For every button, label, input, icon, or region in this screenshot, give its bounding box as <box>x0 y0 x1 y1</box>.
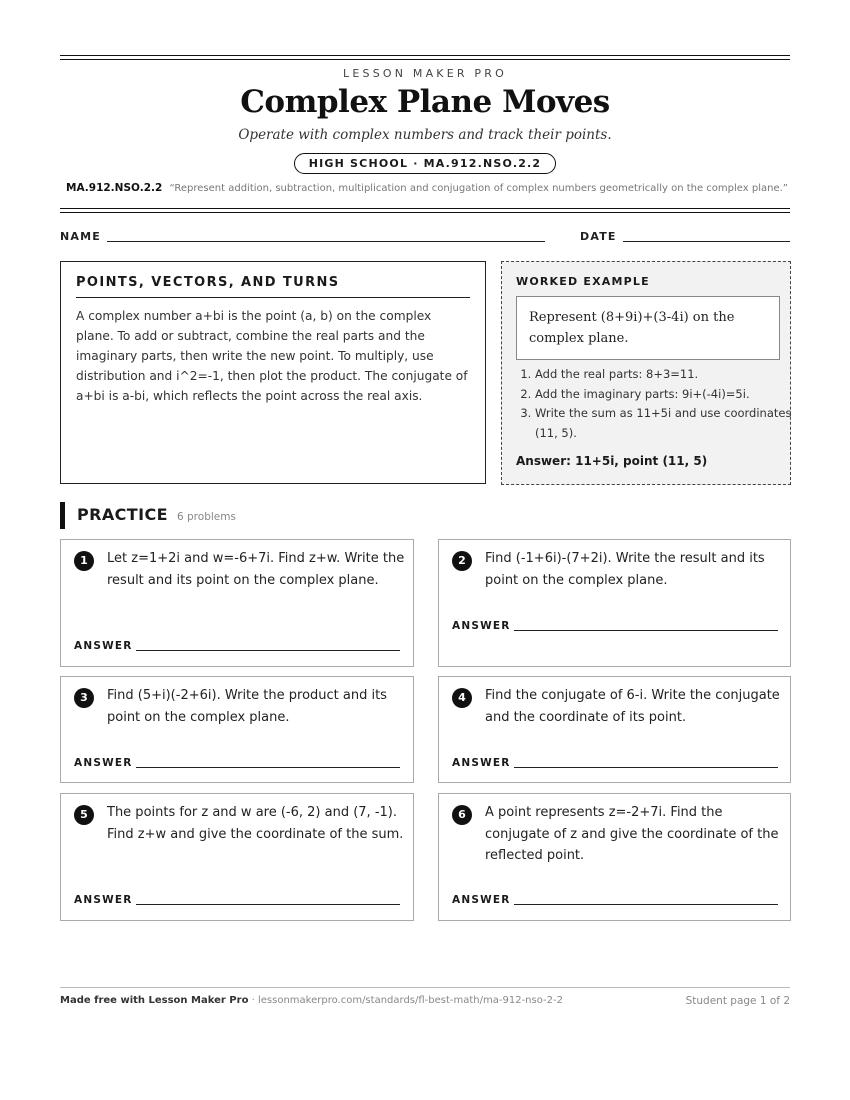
worked-example-step: 3. Write the sum as 11+5i and use coordinates (11, 5). <box>535 404 797 443</box>
page-title: Complex Plane Moves <box>240 84 610 120</box>
footer-url[interactable]: · lessonmakerpro.com/standards/fl-best-math/ma-912-nso-2-2 <box>248 995 563 1006</box>
answer-field-2[interactable] <box>514 630 778 631</box>
problem-number-badge: 4 <box>452 688 472 708</box>
footer-page-info: Student page 1 of 2 <box>685 995 790 1007</box>
date-field[interactable] <box>623 241 790 242</box>
worked-example-box <box>501 261 791 485</box>
practice-heading: PRACTICE <box>77 505 168 524</box>
answer-label: ANSWER <box>452 894 511 906</box>
level-badge: HIGH SCHOOL · MA.912.NSO.2.2 <box>294 153 557 174</box>
brand-name: LESSON MAKER PRO <box>343 67 507 80</box>
standard-statement <box>66 182 790 194</box>
concept-box <box>60 261 486 484</box>
problem-text: Find (5+i)(-2+6i). Write the product and its point on the complex plane. <box>107 688 387 725</box>
name-field[interactable] <box>107 241 545 242</box>
problem-card-6 <box>438 793 791 921</box>
footer-credit <box>60 995 563 1006</box>
problem-text: Find (-1+6i)-(7+2i). Write the result and its point on the complex plane. <box>485 551 765 588</box>
concept-heading-underline <box>76 297 470 298</box>
worked-example-problem: Represent (8+9i)+(3-4i) on the complex plane. <box>516 296 780 360</box>
problem-number-badge: 3 <box>74 688 94 708</box>
problem-card-4 <box>438 676 791 783</box>
worked-example-heading: WORKED EXAMPLE <box>516 275 650 288</box>
answer-label: ANSWER <box>74 894 133 906</box>
answer-field-3[interactable] <box>136 767 400 768</box>
concept-body: A complex number a+bi is the point (a, b) on the complex plane. To add or subtract, combine the real parts and the imaginary parts, then write the new point. To multiply, use distribution and i^2=-1, then plot the product. The conjugate of a+bi is a-bi, which reflects the point across the real axis. <box>76 309 468 403</box>
problem-text: The points for z and w are (-6, 2) and (7, -1). Find z+w and give the coordinate of the sum. <box>107 805 404 842</box>
problem-card-2 <box>438 539 791 667</box>
worked-example-step: 1. Add the real parts: 8+3=11. <box>535 365 797 385</box>
answer-field-4[interactable] <box>514 767 778 768</box>
worked-example-steps <box>516 365 797 443</box>
header-bottom-rule <box>60 208 790 213</box>
answer-label: ANSWER <box>452 620 511 632</box>
standard-text: “Represent addition, subtraction, multiplication and conjugation of complex numbers geometrically on the complex plane.” <box>169 183 788 194</box>
footer-made-with: Made free with Lesson Maker Pro <box>60 995 249 1006</box>
problem-number-badge: 2 <box>452 551 472 571</box>
answer-field-1[interactable] <box>136 650 400 651</box>
name-date-row <box>60 230 790 244</box>
answer-label: ANSWER <box>74 757 133 769</box>
level-badge-wrap <box>60 152 790 174</box>
problem-card-5 <box>60 793 414 921</box>
name-label: NAME <box>60 230 101 243</box>
worked-example-answer: Answer: 11+5i, point (11, 5) <box>516 454 708 468</box>
problem-text: Find the conjugate of 6-i. Write the conjugate and the coordinate of its point. <box>485 688 780 725</box>
practice-count: 6 problems <box>177 511 236 523</box>
practice-accent-bar <box>60 502 65 529</box>
date-label: DATE <box>580 230 617 243</box>
problem-card-1 <box>60 539 414 667</box>
concept-heading: POINTS, VECTORS, AND TURNS <box>76 275 340 290</box>
worked-example-step: 2. Add the imaginary parts: 9i+(-4i)=5i. <box>535 385 797 405</box>
answer-label: ANSWER <box>74 640 133 652</box>
footer-rule <box>60 987 790 988</box>
answer-field-6[interactable] <box>514 904 778 905</box>
standard-code: MA.912.NSO.2.2 <box>66 182 163 194</box>
answer-field-5[interactable] <box>136 904 400 905</box>
problem-number-badge: 6 <box>452 805 472 825</box>
problem-number-badge: 1 <box>74 551 94 571</box>
top-double-rule <box>60 55 790 60</box>
problem-text: A point represents z=-2+7i. Find the conjugate of z and give the coordinate of the reflected point. <box>485 805 779 863</box>
problem-number-badge: 5 <box>74 805 94 825</box>
problem-text: Let z=1+2i and w=-6+7i. Find z+w. Write the result and its point on the complex plane. <box>107 551 405 588</box>
answer-label: ANSWER <box>452 757 511 769</box>
page-subtitle: Operate with complex numbers and track their points. <box>238 127 612 143</box>
problem-card-3 <box>60 676 414 783</box>
